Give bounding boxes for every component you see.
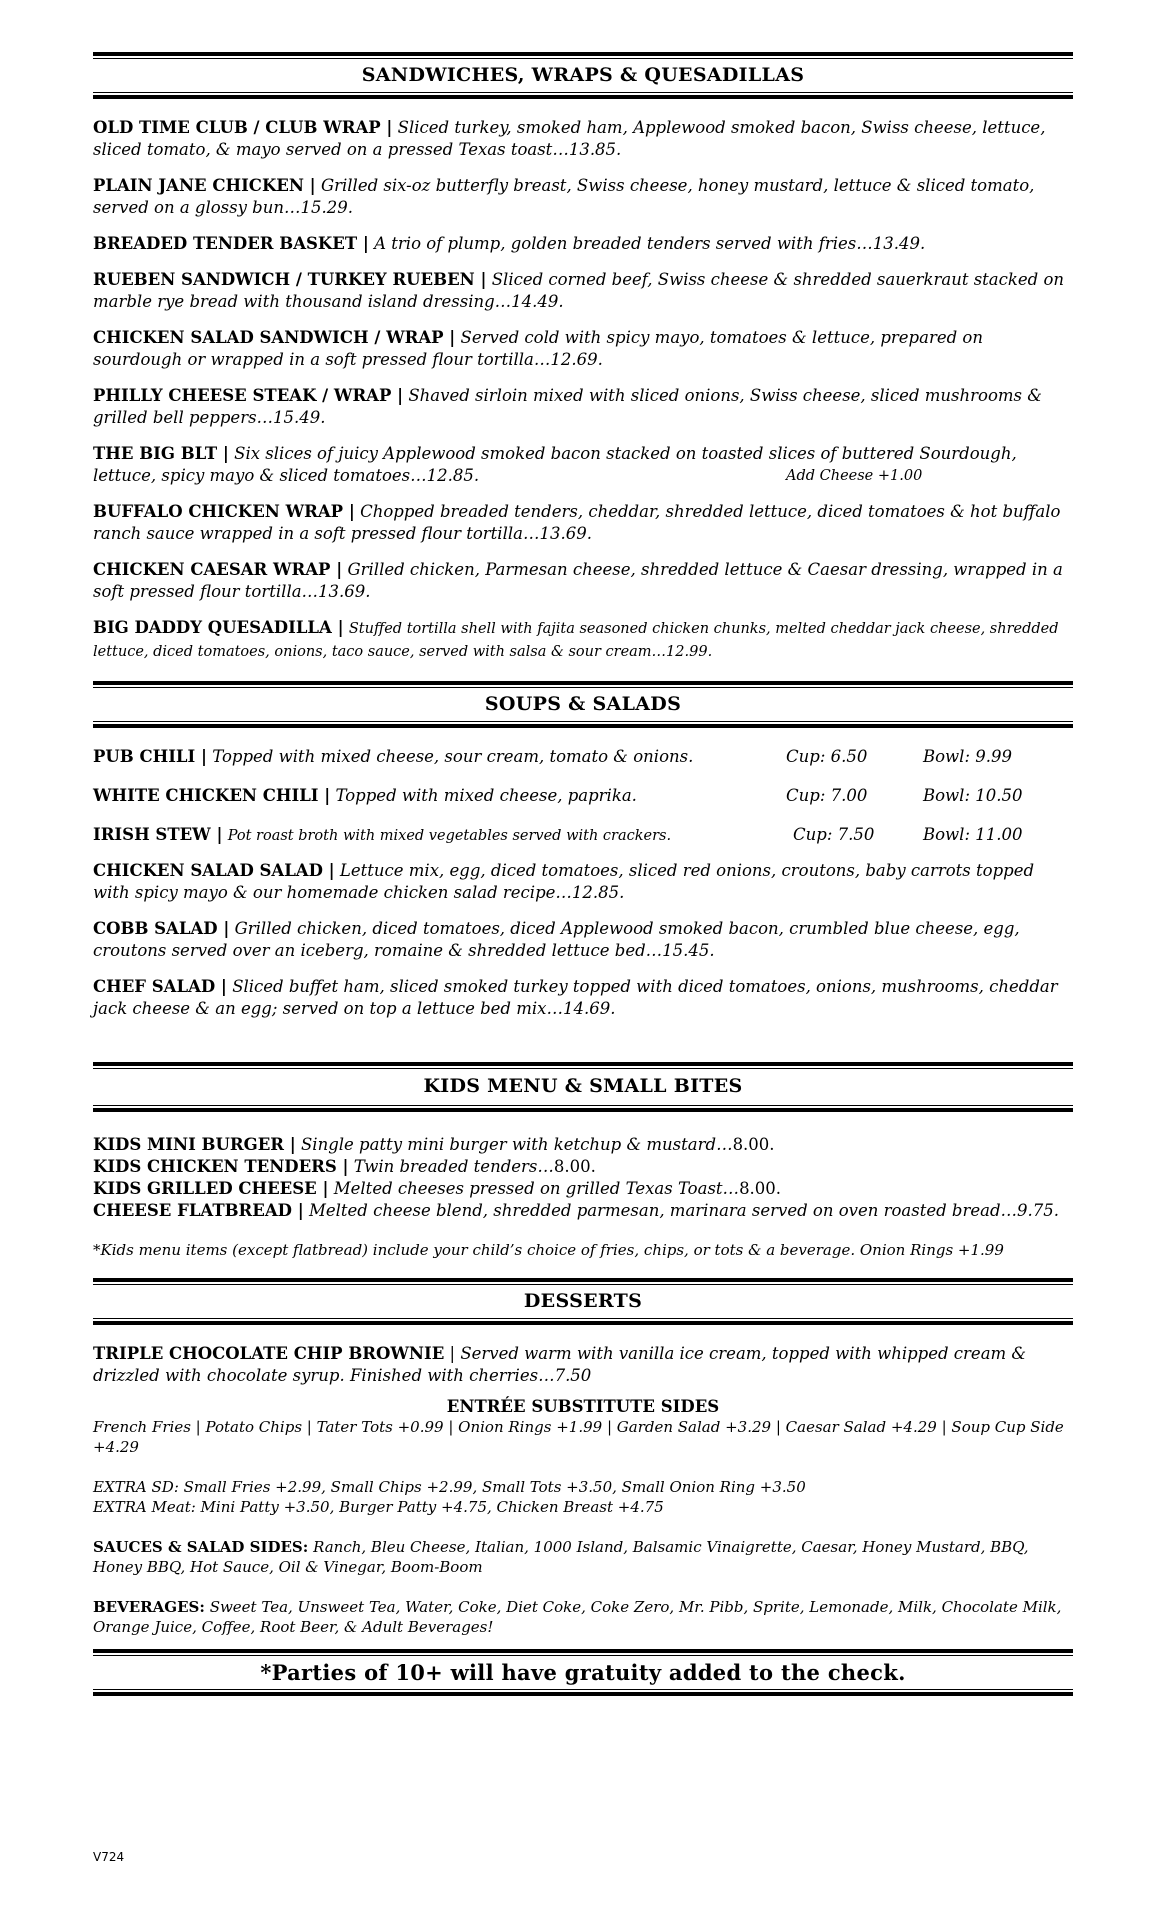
menu-item (93, 385, 1073, 429)
item-name: KIDS CHICKEN TENDERS | (93, 1157, 349, 1176)
cup-price: Cup: 6.50 (786, 747, 868, 766)
item-name: KIDS MINI BURGER | (93, 1135, 296, 1154)
version-code: V724 (93, 1850, 125, 1864)
add-cheese-note: Add Cheese +1.00 (786, 468, 923, 484)
item-name: CHICKEN SALAD SALAD | (93, 861, 335, 880)
menu-page (93, 52, 1073, 1696)
item-description: Sliced turkey, smoked ham, Applewood smoked bacon, Swiss cheese, lettuce, sliced tomato, & mayo served on a pressed Texas toast…13.85. (93, 118, 1046, 159)
section-header-soups (93, 681, 1073, 728)
item-name: RUEBEN SANDWICH / TURKEY RUEBEN | (93, 270, 487, 289)
item-description: Topped with mixed cheese, paprika. (335, 786, 637, 805)
item-name: THE BIG BLT | (93, 444, 229, 463)
rule (93, 92, 1073, 93)
item-description: Twin breaded tenders… (353, 1157, 554, 1176)
item-name: TRIPLE CHOCOLATE CHIP BROWNIE (93, 1344, 445, 1363)
gratuity-notice: *Parties of 10+ will have gratuity added to the check. (260, 1660, 906, 1685)
item-name: CHEF SALAD | (93, 977, 227, 996)
beverages-list: Sweet Tea, Unsweet Tea, Water, Coke, Diet Coke, Coke Zero, Mr. Pibb, Sprite, Lemonade, Milk, Chocolate Milk, Orange Juice, Coffee, Root Beer, & Adult Beverages! (93, 1598, 1062, 1636)
menu-item (93, 1178, 1073, 1200)
menu-item (93, 1156, 1073, 1178)
bowl-price: Bowl: 9.99 (923, 747, 1013, 766)
menu-item (93, 443, 1073, 487)
item-description: Grilled six-oz butterfly breast, Swiss cheese, honey mustard, lettuce & sliced tomato, served on a glossy bun…15.29. (93, 176, 1035, 217)
item-description: Topped with mixed cheese, sour cream, tomato & onions. (212, 747, 694, 766)
item-price: 8.00. (732, 1135, 775, 1154)
sauces-label: SAUCES & SALAD SIDES: (93, 1538, 309, 1556)
rule (93, 1062, 1073, 1066)
kids-note: *Kids menu items (except flatbread) include your child’s choice of fries, chips, or tots & a beverage. Onion Rings +1.99 (93, 1241, 1004, 1259)
item-description: | Served warm with vanilla ice cream, topped with whipped cream & drizzled with chocolate syrup. Finished with cherries…7.50 (93, 1344, 1027, 1385)
section-title: SOUPS & SALADS (484, 693, 682, 715)
soup-row (93, 785, 1073, 807)
item-description: Grilled chicken, Parmesan cheese, shredded lettuce & Caesar dressing, wrapped in a soft pressed flour tortilla…13.69. (93, 560, 1063, 601)
menu-item (93, 918, 1073, 962)
soup-row (93, 746, 1073, 768)
menu-item (93, 501, 1073, 545)
item-description: Lettuce mix, egg, diced tomatoes, sliced red onions, croutons, baby carrots topped with spicy mayo & our homemade chicken salad recipe…12.85. (93, 861, 1035, 902)
menu-item (93, 617, 1073, 663)
section-header-desserts (93, 1278, 1073, 1325)
menu-item (93, 233, 1073, 255)
item-description: Six slices of juicy Applewood smoked bacon stacked on toasted slices of buttered Sourdough, lettuce, spicy mayo & sliced tomatoes…12.85. (93, 444, 1017, 485)
menu-item (93, 117, 1073, 161)
rule (93, 1649, 1073, 1653)
rule (93, 95, 1073, 99)
item-name: CHICKEN SALAD SANDWICH / WRAP | (93, 328, 456, 347)
extra-sides: EXTRA SD: Small Fries +2.99, Small Chips +2.99, Small Tots +3.50, Small Onion Ring +3.50 (93, 1478, 806, 1496)
rule (93, 681, 1073, 685)
item-name: IRISH STEW | (93, 825, 223, 844)
extra-meat: EXTRA Meat: Mini Patty +3.50, Burger Patty +4.75, Chicken Breast +4.75 (93, 1498, 664, 1516)
item-name: KIDS GRILLED CHEESE | (93, 1179, 329, 1198)
menu-item (93, 1343, 1073, 1387)
item-name: PUB CHILI | (93, 747, 207, 766)
rule (93, 1108, 1073, 1112)
item-description: Melted cheeses pressed on grilled Texas Toast… (333, 1179, 740, 1198)
item-description: Chopped breaded tenders, cheddar, shredded lettuce, diced tomatoes & hot buffalo ranch sauce wrapped in a soft pressed flour tortilla…13.69. (93, 502, 1061, 543)
item-description: A trio of plump, golden breaded tenders served with fries…13.49. (374, 234, 926, 253)
cup-price: Cup: 7.50 (793, 825, 875, 844)
item-description: Stuffed tortilla shell with fajita seasoned chicken chunks, melted cheddar jack cheese, shredded lettuce, diced tomatoes, onions, taco sauce, served with salsa & sour cream…12.99. (93, 621, 1059, 660)
rule (93, 52, 1073, 56)
item-price: 8.00. (739, 1179, 782, 1198)
menu-item (93, 175, 1073, 219)
rule (93, 724, 1073, 728)
item-name: PHILLY CHEESE STEAK / WRAP | (93, 386, 404, 405)
section-title: SANDWICHES, WRAPS & QUESADILLAS (361, 64, 805, 86)
item-description: Sliced corned beef, Swiss cheese & shredded sauerkraut stacked on marble rye bread with thousand island dressing…14.49. (93, 270, 1065, 311)
item-price: 8.00. (553, 1157, 596, 1176)
item-description: Grilled chicken, diced tomatoes, diced Applewood smoked bacon, crumbled blue cheese, egg, croutons served over an iceberg, romaine & shredded lettuce bed…15.45. (93, 919, 1020, 960)
item-name: CHICKEN CAESAR WRAP | (93, 560, 343, 579)
rule (93, 1105, 1073, 1106)
menu-item (93, 559, 1073, 603)
item-name: CHEESE FLATBREAD | (93, 1201, 304, 1220)
rule (93, 1318, 1073, 1319)
item-description: Pot roast broth with mixed vegetables served with crackers. (227, 828, 672, 844)
sides-list: French Fries | Potato Chips | Tater Tots +0.99 | Onion Rings +1.99 | Garden Salad +3.29 | Caesar Salad +4.29 | Soup Cup Side +4.29 (93, 1418, 1064, 1456)
extras-block (93, 1477, 1073, 1517)
rule (93, 721, 1073, 722)
sauces-list: Ranch, Bleu Cheese, Italian, 1000 Island, Balsamic Vinaigrette, Caesar, Honey Mustard, BBQ, Honey BBQ, Hot Sauce, Oil & Vinegar, Boom-Boom (93, 1538, 1029, 1576)
section-title: DESSERTS (523, 1290, 643, 1312)
menu-item (93, 976, 1073, 1020)
menu-item (93, 269, 1073, 313)
item-description: Served cold with spicy mayo, tomatoes & lettuce, prepared on sourdough or wrapped in a soft pressed flour tortilla…12.69. (93, 328, 983, 369)
sauces-block (93, 1537, 1073, 1577)
rule (93, 1321, 1073, 1325)
item-description: Single patty mini burger with ketchup & mustard… (300, 1135, 733, 1154)
beverages-block (93, 1597, 1073, 1637)
menu-item (93, 327, 1073, 371)
soup-row (93, 824, 1073, 846)
item-name: WHITE CHICKEN CHILI | (93, 786, 331, 805)
rule (93, 1692, 1073, 1696)
item-name: PLAIN JANE CHICKEN | (93, 176, 316, 195)
item-name: OLD TIME CLUB / CLUB WRAP | (93, 118, 393, 137)
item-description: Shaved sirloin mixed with sliced onions, Swiss cheese, sliced mushrooms & grilled bell peppers…15.49. (93, 386, 1042, 427)
cup-price: Cup: 7.00 (786, 786, 868, 805)
item-name: BREADED TENDER BASKET | (93, 234, 369, 253)
item-name: BUFFALO CHICKEN WRAP | (93, 502, 355, 521)
menu-item (93, 1134, 1073, 1156)
bowl-price: Bowl: 11.00 (923, 825, 1023, 844)
bowl-price: Bowl: 10.50 (923, 786, 1023, 805)
footer-banner (93, 1649, 1073, 1696)
rule (93, 1689, 1073, 1690)
sides-heading: ENTRÉE SUBSTITUTE SIDES (446, 1397, 720, 1416)
section-title: KIDS MENU & SMALL BITES (423, 1075, 743, 1097)
item-name: BIG DADDY QUESADILLA | (93, 618, 344, 637)
beverages-label: BEVERAGES: (93, 1598, 205, 1616)
item-name: COBB SALAD | (93, 919, 230, 938)
item-description: Melted cheese blend, shredded parmesan, marinara served on oven roasted bread…9.75. (308, 1201, 1060, 1220)
menu-item (93, 1200, 1073, 1222)
kids-list (93, 1134, 1073, 1260)
section-header-sandwiches (93, 52, 1073, 99)
item-description: Sliced buffet ham, sliced smoked turkey topped with diced tomatoes, onions, mushrooms, cheddar jack cheese & an egg; served on top a lettuce bed mix…14.69. (93, 977, 1058, 1018)
menu-item (93, 860, 1073, 904)
rule (93, 1278, 1073, 1282)
section-header-kids (93, 1062, 1073, 1112)
